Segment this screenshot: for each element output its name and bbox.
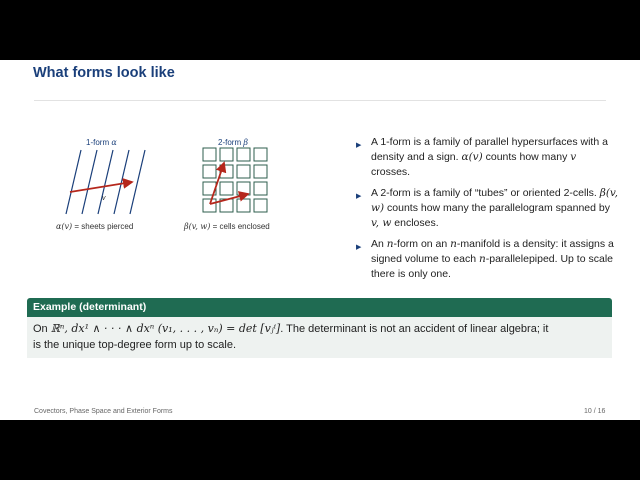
example-block (27, 298, 612, 358)
bullet-n-form: ▶ An n-form on an n-manifold is a density: it assigns a signed volume to each n-parallelepiped. Up to scale there is only one. (356, 238, 614, 280)
one-form-label: 1-form α (86, 138, 117, 147)
two-form-caption: β(v, w) = cells enclosed (184, 222, 270, 231)
page-number: 10 / 16 (584, 408, 606, 415)
vector-v-arrow (70, 182, 132, 192)
vector-w-arrow (210, 163, 224, 204)
bullet-triangle-icon: ▶ (356, 244, 362, 251)
slide (0, 60, 640, 420)
bullet-triangle-icon: ▶ (356, 142, 362, 149)
bullet-triangle-icon: ▶ (356, 193, 362, 200)
example-body: On ℝⁿ, dx¹ ∧ · · · ∧ dxⁿ (v₁, . . . , vₙ) = det [vⱼⁱ]. The determinant is not an accident of linear algebra; it is the unique top-degree form up to scale. (27, 317, 612, 358)
one-form-caption: α(v) = sheets pierced (56, 222, 134, 231)
one-form-sheets (66, 150, 145, 214)
slide-title: What forms look like (33, 65, 175, 81)
bullet-list (356, 135, 618, 288)
footer-title: Covectors, Phase Space and Exterior Forms (34, 408, 173, 415)
vector-v-label: v (102, 195, 106, 202)
example-heading: Example (determinant) (27, 298, 612, 317)
bullet-two-form: ▶ A 2-form is a family of “tubes” or oriented 2-cells. β(v, w) counts how many the parallelogram spanned by v, w encloses. (356, 187, 618, 229)
bullet-one-form: ▶ A 1-form is a family of parallel hypersurfaces with a density and a sign. α(v) counts how many v crosses. (356, 136, 608, 178)
two-form-label: 2-form β (218, 138, 248, 147)
